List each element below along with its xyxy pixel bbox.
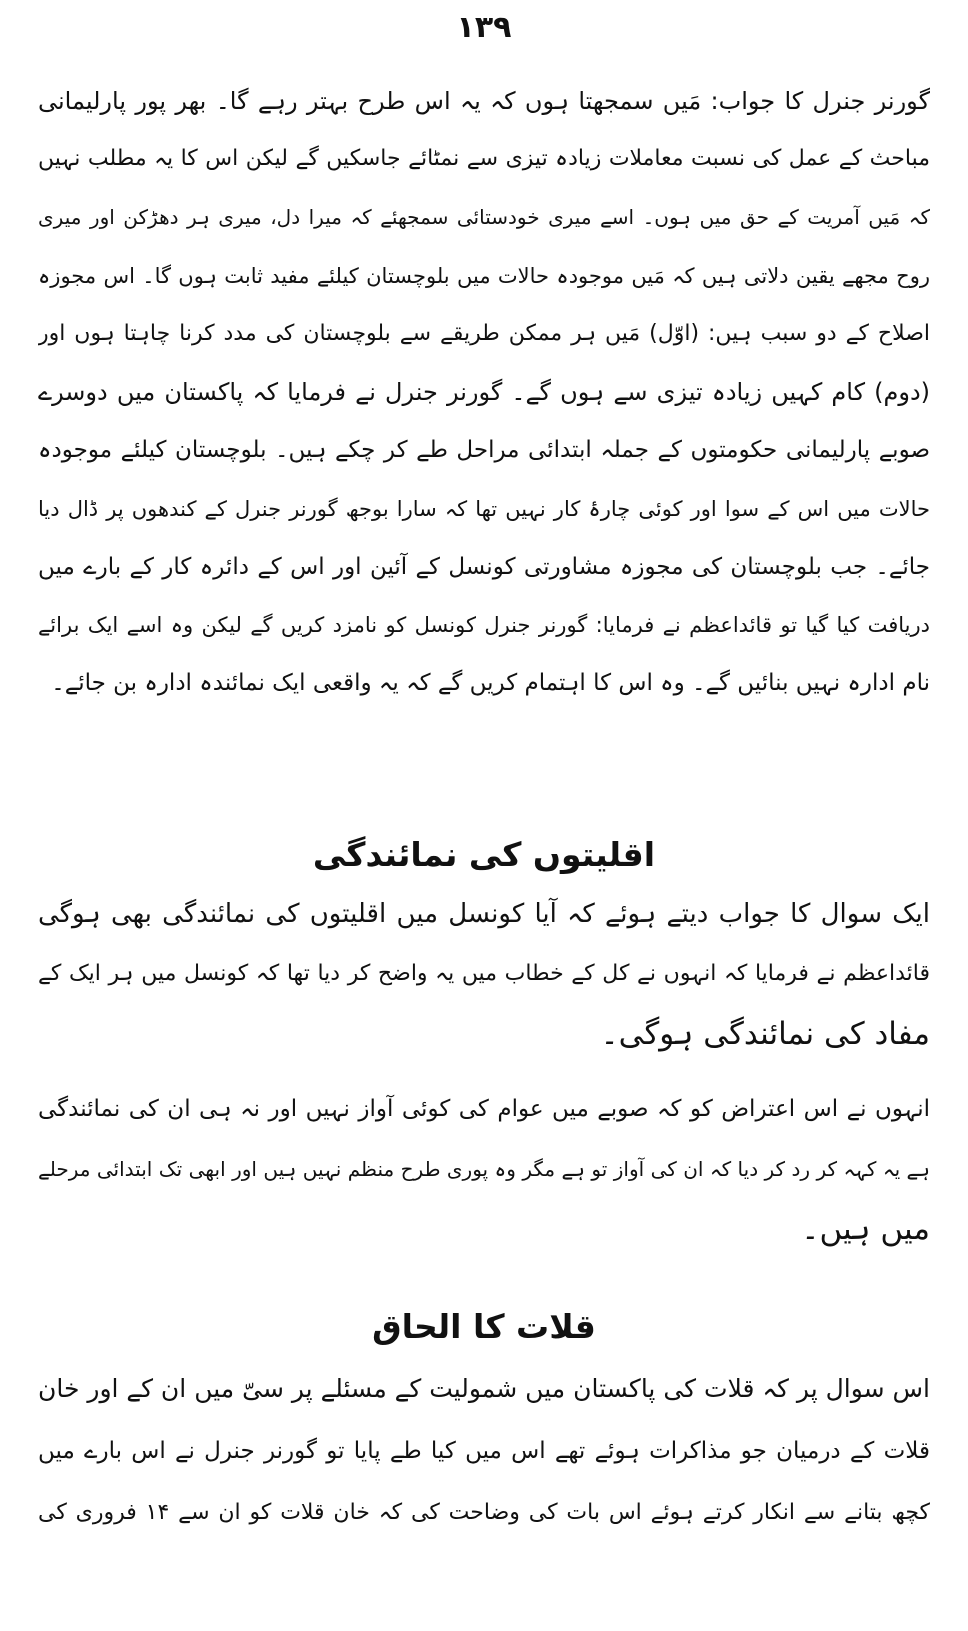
text-line: کہ مَیں آمریت کے حق میں ہوں۔ اسے میری خودستائی سمجھئے کہ میرا دل، میری ہر دھڑکن اور میری — [38, 205, 930, 229]
text-line: کچھ بتانے سے انکار کرتے ہوئے اس بات کی وضاحت کی کہ خان قلات کو ان سے ۱۴ فروری کی — [38, 1500, 930, 1525]
text-line: قلات کے درمیان جو مذاکرات ہوئے تھے اس میں کیا طے پایا تو گورنر جنرل نے اس بارے میں — [38, 1438, 930, 1464]
paragraph-public-voice — [38, 1080, 930, 1260]
text-line: دریافت کیا گیا تو قائداعظم نے فرمایا: گورنر جنرل کونسل کو نامزد کریں گے لیکن وہ اسے ایک برائے — [38, 613, 930, 637]
text-line: مفاد کی نمائندگی ہوگی۔ — [600, 1016, 930, 1052]
page-number: ١٣٩ — [456, 10, 512, 45]
paragraph-governor-general-reply — [38, 72, 930, 722]
text-line: ہے یہ کہہ کر رد کر دیا کہ ان کی آواز تو ہے مگر وہ پوری طرح منظم نہیں ہیں اور ابھی تک ابتدائی مرحلے — [38, 1157, 930, 1181]
text-line: مباحث کے عمل کی نسبت معاملات زیادہ تیزی سے نمٹائے جاسکیں گے لیکن اس کا یہ مطلب نہیں — [38, 146, 930, 171]
text-line: حالات میں اس کے سوا اور کوئی چارۂ کار نہیں تھا کہ سارا بوجھ گورنر جنرل کے کندھوں پر ڈال دیا — [38, 497, 930, 521]
paragraph-kalat — [38, 1360, 930, 1550]
text-line: صوبے پارلیمانی حکومتوں کے جملہ ابتدائی مراحل طے کر چکے ہیں۔ بلوچستان کیلئے موجودہ — [38, 437, 930, 463]
text-line: ایک سوال کا جواب دیتے ہوئے کہ آیا کونسل میں اقلیتوں کی نمائندگی بھی ہوگی — [38, 899, 930, 929]
text-line: میں ہیں۔ — [801, 1211, 930, 1247]
text-line: گورنر جنرل کا جواب: مَیں سمجھتا ہوں کہ یہ اس طرح بہتر رہے گا۔ بھر پور پارلیمانی — [38, 87, 930, 115]
text-line: نام ادارہ نہیں بنائیں گے۔ وہ اس کا اہتمام کریں گے کہ یہ واقعی ایک نمائندہ ادارہ بن جائے۔ — [51, 670, 930, 696]
text-line: انہوں نے اس اعتراض کو کہ صوبے میں عوام کی کوئی آواز نہیں اور نہ ہی ان کی نمائندگی — [38, 1096, 930, 1122]
text-line: اصلاح کے دو سبب ہیں: (اوّل) مَیں ہر ممکن طریقے سے بلوچستان کی مدد کرنا چاہتا ہوں اور — [38, 321, 930, 346]
text-line: قائداعظم نے فرمایا کہ انہوں نے کل کے خطاب میں یہ واضح کر دیا تھا کہ کونسل میں ہر ایک کے — [38, 961, 930, 986]
section-heading-minorities: اقلیتوں کی نمائندگی — [312, 835, 656, 874]
text-line: (دوم) کام کہیں زیادہ تیزی سے ہوں گے۔ گورنر جنرل نے فرمایا کہ پاکستان میں دوسرے — [38, 378, 930, 406]
text-line: روح مجھے یقین دلاتی ہیں کہ مَیں موجودہ حالات میں بلوچستان کیلئے مفید ثابت ہوں گا۔ اس مجوزہ — [38, 264, 930, 288]
text-line: اس سوال پر کہ قلات کی پاکستان میں شمولیت کے مسئلے پر سیّ میں ان کے اور خان — [38, 1374, 930, 1403]
section-heading-kalat-accession: قلات کا الحاق — [372, 1307, 596, 1346]
text-line: جائے۔ جب بلوچستان کی مجوزہ مشاورتی کونسل کے آئین اور اس کے دائرہ کار کے بارے میں — [38, 554, 930, 580]
paragraph-minorities — [38, 885, 930, 1065]
